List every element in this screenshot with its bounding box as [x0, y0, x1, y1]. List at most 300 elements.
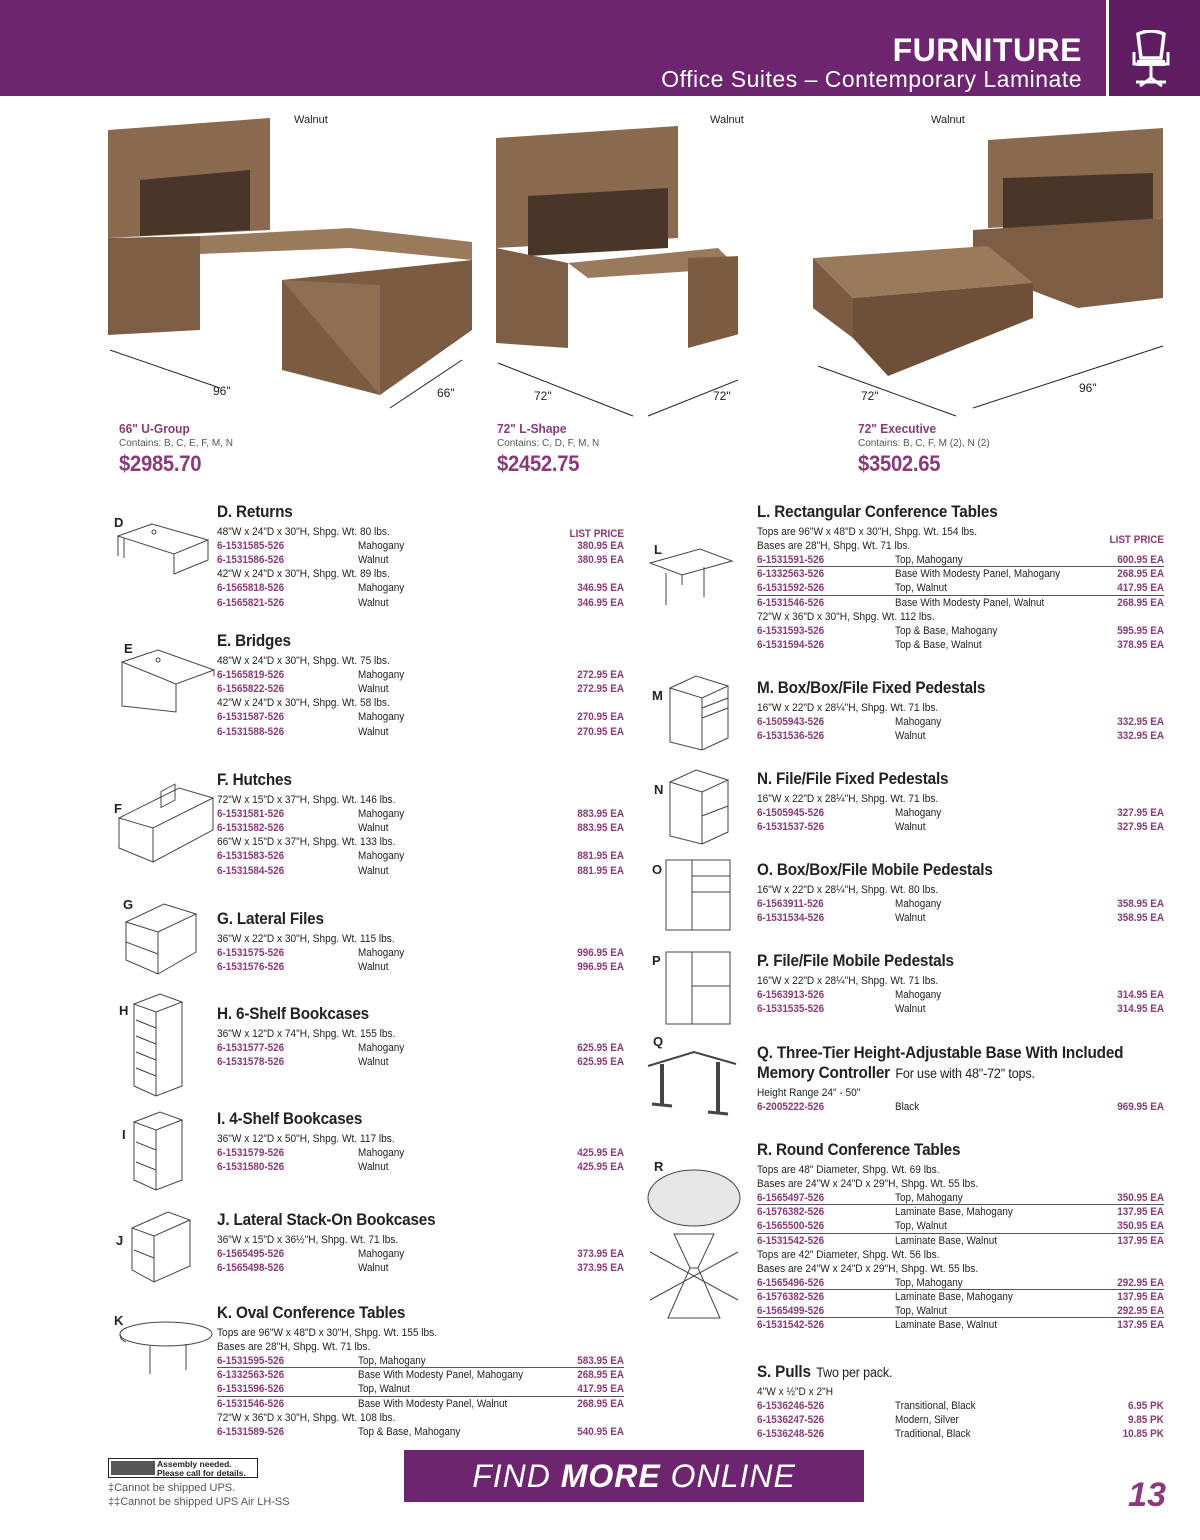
- product-row: [217, 960, 624, 974]
- product-row: [217, 1425, 624, 1439]
- sku: 6-1565822-526: [217, 683, 285, 696]
- product-description: Base With Modesty Panel, Mahogany: [358, 1369, 524, 1382]
- sku: 6-1531584-526: [217, 864, 285, 877]
- height-adjustable-base-drawing: [644, 1046, 740, 1120]
- product-row: [217, 553, 624, 567]
- list-price: 595.95 EA: [1117, 624, 1164, 637]
- suite-finish-label: Walnut: [294, 114, 328, 126]
- sku: 6-1531593-526: [757, 624, 825, 637]
- sku: 6-1531581-526: [217, 808, 285, 820]
- section-title: I. 4-Shelf Bookcases: [217, 1109, 363, 1128]
- section-title: L. Rectangular Conference Tables: [757, 502, 998, 521]
- return-drawing: [112, 518, 212, 578]
- list-price: 137.95 EA: [1117, 1319, 1164, 1332]
- hutches-section: [217, 770, 624, 878]
- product-description: Walnut: [358, 1262, 389, 1275]
- l-shape-suite-image: [488, 118, 738, 423]
- spec-line: 42"W x 24"D x 30"H, Shpg. Wt. 89 lbs.: [217, 568, 390, 581]
- screwdriver-icon: [111, 1461, 155, 1475]
- sku: 6-1565498-526: [217, 1262, 285, 1275]
- product-description: Walnut: [358, 822, 389, 835]
- sku: 6-1531591-526: [757, 554, 825, 566]
- list-price: 378.95 EA: [1117, 638, 1164, 651]
- list-price: 417.95 EA: [1117, 582, 1164, 595]
- sku: 6-1531576-526: [217, 961, 285, 974]
- product-letter: Q: [653, 1034, 664, 1049]
- product-row: [217, 710, 624, 724]
- spec-line: 72"W x 15"D x 37"H, Shpg. Wt. 146 lbs.: [217, 794, 396, 806]
- height-adjustable-base-section: [757, 1043, 1164, 1114]
- file-file-pedestal-drawing: [664, 766, 734, 846]
- sku: 6-2005222-526: [757, 1101, 825, 1113]
- product-row: [757, 638, 1164, 652]
- category-tab: [1106, 0, 1200, 96]
- product-row: [217, 1368, 624, 1382]
- sku: 6-1531546-526: [757, 596, 825, 609]
- product-description: Walnut: [358, 1161, 389, 1174]
- spec-line: Bases are 24"W x 24"D x 29"H, Shpg. Wt. 55 lbs.: [757, 1178, 979, 1190]
- sku: 6-1565495-526: [217, 1248, 285, 1260]
- list-price-label: LIST PRICE: [1109, 534, 1164, 546]
- office-chair-icon: [1130, 30, 1172, 90]
- sku: 6-1531589-526: [217, 1425, 285, 1438]
- section-title: G. Lateral Files: [217, 909, 324, 928]
- sku: 6-1563911-526: [757, 898, 824, 910]
- file-file-fixed-pedestals-section: [757, 769, 1164, 834]
- sku: 6-1531534-526: [757, 912, 825, 925]
- list-price: 270.95 EA: [577, 725, 624, 738]
- product-description: Base With Modesty Panel, Walnut: [895, 596, 1045, 609]
- page-header: [0, 0, 1200, 96]
- product-row: [757, 1219, 1164, 1233]
- sku: 6-1531579-526: [217, 1147, 285, 1159]
- dimension-label: 96": [213, 384, 231, 398]
- sku: 6-1563913-526: [757, 989, 825, 1001]
- product-letter: K: [114, 1313, 124, 1328]
- product-letter: P: [652, 953, 661, 968]
- product-description: Mahogany: [358, 850, 405, 863]
- product-description: Walnut: [358, 864, 389, 877]
- product-row: [757, 1399, 1164, 1413]
- suite-name: 72" L-Shape: [497, 421, 567, 436]
- section-title: S. Pulls Two per pack.: [757, 1362, 893, 1381]
- list-price: 6.95 PK: [1128, 1400, 1164, 1412]
- list-price: 137.95 EA: [1117, 1234, 1164, 1247]
- sku: 6-1531585-526: [217, 540, 285, 552]
- spec-line: 66"W x 15"D x 37"H, Shpg. Wt. 133 lbs.: [217, 836, 396, 849]
- product-description: Mahogany: [358, 1248, 405, 1260]
- list-price: 625.95 EA: [577, 1042, 624, 1054]
- list-price: 292.95 EA: [1117, 1276, 1164, 1289]
- product-description: Laminate Base, Mahogany: [895, 1206, 1013, 1219]
- list-price: 314.95 EA: [1117, 1003, 1164, 1016]
- list-price: 625.95 EA: [577, 1056, 624, 1069]
- product-letter: E: [124, 641, 133, 656]
- oval-table-drawing: [116, 1314, 216, 1380]
- product-row: [217, 1261, 624, 1275]
- shipping-note: ‡‡Cannot be shipped UPS Air LH-SS: [108, 1496, 290, 1508]
- product-letter: H: [119, 1003, 129, 1018]
- sku: 6-1531577-526: [217, 1042, 285, 1054]
- list-price: 358.95 EA: [1117, 912, 1164, 925]
- list-price: 881.95 EA: [577, 850, 624, 863]
- list-price: 268.95 EA: [1117, 568, 1164, 581]
- list-price: 268.95 EA: [1117, 596, 1164, 609]
- product-letter: I: [122, 1127, 126, 1142]
- section-title: J. Lateral Stack-On Bookcases: [217, 1210, 436, 1229]
- sku: 6-1531535-526: [757, 1003, 825, 1016]
- product-row: [217, 1247, 624, 1261]
- list-price: 425.95 EA: [577, 1147, 624, 1159]
- list-price: 137.95 EA: [1117, 1206, 1164, 1219]
- product-description: Top, Mahogany: [895, 1276, 963, 1289]
- product-row: [757, 897, 1164, 911]
- page-subtitle: Office Suites – Contemporary Laminate: [661, 66, 1082, 92]
- product-row: [217, 596, 624, 610]
- product-row: [757, 1304, 1164, 1318]
- suite-price: $2985.70: [119, 451, 202, 476]
- sku: 6-1565819-526: [217, 669, 285, 681]
- product-description: Black: [895, 1101, 920, 1113]
- pulls-section: [757, 1362, 1164, 1442]
- product-letter: O: [652, 862, 663, 877]
- product-letter: R: [654, 1159, 664, 1174]
- product-description: Walnut: [895, 730, 926, 743]
- spec-line: 72"W x 36"D x 30"H, Shpg. Wt. 112 lbs.: [757, 610, 935, 623]
- section-title: F. Hutches: [217, 770, 292, 789]
- product-row: [217, 581, 624, 595]
- list-price: 996.95 EA: [577, 947, 624, 959]
- product-row: [757, 567, 1164, 581]
- product-description: Laminate Base, Walnut: [895, 1319, 997, 1332]
- product-row: [757, 1234, 1164, 1248]
- sku: 6-1565818-526: [217, 582, 285, 595]
- suite-price: $2452.75: [497, 451, 580, 476]
- section-note: For use with 48"-72" tops.: [895, 1065, 1035, 1081]
- product-description: Mahogany: [358, 540, 405, 552]
- spec-line: Tops are 42" Diameter, Shpg. Wt. 56 lbs.: [757, 1248, 940, 1261]
- spec-line: 16"W x 22"D x 28¼"H, Shpg. Wt. 71 lbs.: [757, 975, 939, 987]
- sku: 6-1536247-526: [757, 1414, 825, 1427]
- list-price: 600.95 EA: [1117, 554, 1164, 566]
- section-title: E. Bridges: [217, 631, 291, 650]
- suite-price: $3502.65: [858, 451, 941, 476]
- lateral-file-drawing: [118, 898, 200, 978]
- product-row: [757, 1427, 1164, 1441]
- product-description: Modern, Silver: [895, 1414, 959, 1427]
- sku: 6-1531592-526: [757, 582, 825, 595]
- sku: 6-1531583-526: [217, 850, 285, 863]
- product-description: Walnut: [358, 725, 389, 738]
- spec-line: 36"W x 22"D x 30"H, Shpg. Wt. 115 lbs.: [217, 933, 395, 945]
- mobile-file-file-pedestal-drawing: [662, 948, 734, 1030]
- sku: 6-1576382-526: [757, 1290, 825, 1303]
- product-description: Top & Base, Mahogany: [358, 1425, 461, 1438]
- sku: 6-1531596-526: [217, 1383, 285, 1396]
- list-price: 883.95 EA: [577, 822, 624, 835]
- sku: 6-1531595-526: [217, 1355, 285, 1367]
- list-price: 350.95 EA: [1117, 1220, 1164, 1233]
- product-row: [217, 1160, 624, 1174]
- list-price: 292.95 EA: [1117, 1305, 1164, 1318]
- product-description: Walnut: [358, 961, 389, 974]
- product-row: [217, 1382, 624, 1396]
- product-description: Mahogany: [358, 808, 405, 820]
- suite-contains: Contains: B, C, E, F, M, N: [119, 438, 233, 449]
- file-file-mobile-pedestals-section: [757, 951, 1164, 1016]
- sku: 6-1565496-526: [757, 1276, 825, 1289]
- product-letter: J: [116, 1233, 124, 1248]
- section-title: Memory Controller For use with 48"-72" tops.: [757, 1063, 1035, 1082]
- product-row: [757, 596, 1164, 610]
- hutch-drawing: [115, 782, 215, 868]
- spec-line: 42"W x 24"D x 30"H, Shpg. Wt. 58 lbs.: [217, 697, 390, 710]
- spec-line: 48"W x 24"D x 30"H, Shpg. Wt. 75 lbs.: [217, 655, 390, 667]
- oval-tables-section: [217, 1303, 624, 1439]
- sku: 6-1531546-526: [217, 1397, 285, 1410]
- product-description: Top & Base, Mahogany: [895, 624, 998, 637]
- sku: 6-1565497-526: [757, 1192, 825, 1204]
- sku: 6-1531575-526: [217, 947, 285, 959]
- list-price: 332.95 EA: [1117, 730, 1164, 743]
- list-price: 583.95 EA: [577, 1355, 624, 1367]
- sku: 6-1565500-526: [757, 1220, 825, 1233]
- list-price: 346.95 EA: [577, 582, 624, 595]
- product-row: [757, 729, 1164, 743]
- product-description: Walnut: [895, 912, 926, 925]
- spec-line: 36"W x 12"D x 74"H, Shpg. Wt. 155 lbs.: [217, 1028, 396, 1040]
- list-price: 350.95 EA: [1117, 1192, 1164, 1204]
- sku: 6-1531578-526: [217, 1056, 285, 1069]
- box-box-file-pedestal-drawing: [664, 672, 734, 752]
- list-price: 272.95 EA: [577, 669, 624, 681]
- list-price: 881.95 EA: [577, 864, 624, 877]
- product-description: Base With Modesty Panel, Walnut: [358, 1397, 508, 1410]
- sku: 6-1576382-526: [757, 1206, 825, 1219]
- product-letter: G: [123, 897, 134, 912]
- dimension-label: 72": [713, 389, 731, 403]
- spec-line: 36"W x 15"D x 36½"H, Shpg. Wt. 71 lbs.: [217, 1234, 399, 1246]
- product-description: Top, Mahogany: [895, 554, 963, 566]
- find-more-online-banner[interactable]: FIND MORE ONLINE: [404, 1450, 864, 1502]
- rectangular-table-drawing: [646, 545, 736, 611]
- list-price-label: LIST PRICE: [569, 528, 624, 540]
- six-shelf-bookcases-section: [217, 1004, 624, 1069]
- product-letter: D: [114, 515, 124, 530]
- section-title: Q. Three-Tier Height-Adjustable Base With Included: [757, 1043, 1124, 1062]
- product-row: [757, 1276, 1164, 1290]
- product-letter: N: [654, 782, 664, 797]
- suite-name: 72" Executive: [858, 421, 937, 436]
- stack-on-bookcase-drawing: [128, 1208, 194, 1288]
- product-row: [757, 715, 1164, 729]
- list-price: 969.95 EA: [1117, 1101, 1164, 1113]
- product-row: [757, 806, 1164, 820]
- product-row: [217, 821, 624, 835]
- sku: 6-1536246-526: [757, 1400, 825, 1412]
- product-description: Top, Walnut: [895, 1220, 947, 1233]
- suite-finish-label: Walnut: [931, 114, 965, 126]
- list-price: 10.85 PK: [1122, 1428, 1164, 1441]
- spec-line: Bases are 28"H, Shpg. Wt. 71 lbs.: [217, 1341, 371, 1353]
- suite-finish-label: Walnut: [710, 114, 744, 126]
- product-row: [757, 1191, 1164, 1205]
- product-row: [217, 946, 624, 960]
- assembly-line: Please call for details.: [157, 1468, 246, 1478]
- section-title: H. 6-Shelf Bookcases: [217, 1004, 370, 1023]
- lateral-files-section: [217, 909, 624, 974]
- product-description: Walnut: [358, 683, 389, 696]
- list-price: 380.95 EA: [577, 554, 624, 567]
- box-box-file-mobile-pedestals-section: [757, 860, 1164, 925]
- section-title: M. Box/Box/File Fixed Pedestals: [757, 678, 986, 697]
- four-shelf-bookcase-drawing: [130, 1108, 186, 1194]
- list-price: 137.95 EA: [1117, 1290, 1164, 1303]
- product-row: [757, 911, 1164, 925]
- spec-line: 16"W x 22"D x 28¼"H, Shpg. Wt. 71 lbs.: [757, 793, 939, 805]
- product-description: Walnut: [358, 554, 389, 567]
- four-shelf-bookcases-section: [217, 1109, 624, 1174]
- list-price: 314.95 EA: [1117, 989, 1164, 1001]
- list-price: 268.95 EA: [577, 1369, 624, 1382]
- product-row: [217, 1055, 624, 1069]
- product-row: [757, 820, 1164, 834]
- product-row: [757, 1100, 1164, 1114]
- suite-name: 66" U-Group: [119, 421, 190, 436]
- section-title: N. File/File Fixed Pedestals: [757, 769, 949, 788]
- spec-line: 72"W x 36"D x 30"H, Shpg. Wt. 108 lbs.: [217, 1411, 396, 1424]
- product-description: Mahogany: [358, 947, 405, 959]
- suite-l-shape: [497, 421, 599, 477]
- product-row: [217, 1354, 624, 1368]
- product-row: [757, 553, 1164, 567]
- product-letter: L: [654, 542, 662, 557]
- round-tables-section: [757, 1140, 1164, 1333]
- sku: 6-1531594-526: [757, 638, 825, 651]
- product-description: Walnut: [895, 1003, 926, 1016]
- spec-line: 36"W x 12"D x 50"H, Shpg. Wt. 117 lbs.: [217, 1133, 395, 1145]
- list-price: 9.85 PK: [1128, 1414, 1164, 1427]
- suite-contains: Contains: C, D, F, M, N: [497, 438, 600, 449]
- sku: 6-1531542-526: [757, 1319, 825, 1332]
- product-description: Transitional, Black: [895, 1400, 976, 1412]
- list-price: 270.95 EA: [577, 711, 624, 724]
- list-price: 327.95 EA: [1117, 807, 1164, 819]
- section-title: O. Box/Box/File Mobile Pedestals: [757, 860, 993, 879]
- product-description: Mahogany: [895, 716, 942, 728]
- list-price: 358.95 EA: [1117, 898, 1164, 910]
- assembly-notice: [108, 1458, 258, 1478]
- product-row: [757, 624, 1164, 638]
- suite-contains: Contains: B, C, F, M (2), N (2): [858, 438, 990, 449]
- product-description: Traditional, Black: [895, 1428, 971, 1441]
- box-box-file-fixed-pedestals-section: [757, 678, 1164, 743]
- page-number: 13: [1128, 1476, 1166, 1514]
- product-description: Top, Mahogany: [895, 1192, 963, 1204]
- product-row: [217, 539, 624, 553]
- product-row: [757, 1318, 1164, 1332]
- product-row: [217, 1146, 624, 1160]
- product-row: [757, 1002, 1164, 1016]
- shipping-note: ‡Cannot be shipped UPS.: [108, 1482, 236, 1494]
- sku: 6-1531580-526: [217, 1161, 285, 1174]
- product-row: [217, 864, 624, 878]
- dimension-label: 96": [1079, 381, 1097, 395]
- spec-line: Tops are 48" Diameter, Shpg. Wt. 69 lbs.: [757, 1164, 940, 1176]
- product-row: [217, 668, 624, 682]
- section-title: K. Oval Conference Tables: [217, 1303, 406, 1322]
- list-price: 327.95 EA: [1117, 821, 1164, 834]
- product-row: [757, 1413, 1164, 1427]
- list-price: 380.95 EA: [577, 540, 624, 552]
- product-row: [217, 849, 624, 863]
- sku: 6-1531537-526: [757, 821, 825, 834]
- sku: 6-1531536-526: [757, 730, 825, 743]
- dimension-label: 72": [534, 389, 552, 403]
- product-description: Mahogany: [895, 898, 942, 910]
- product-description: Mahogany: [358, 711, 405, 724]
- product-description: Top, Walnut: [895, 1305, 947, 1318]
- six-shelf-bookcase-drawing: [130, 990, 186, 1100]
- product-description: Top & Base, Walnut: [895, 638, 982, 651]
- rectangular-tables-section: [757, 502, 1164, 652]
- product-description: Top, Walnut: [895, 582, 947, 595]
- product-description: Top, Mahogany: [358, 1355, 426, 1367]
- executive-suite-image: [808, 118, 1168, 423]
- mobile-box-box-file-pedestal-drawing: [662, 856, 734, 936]
- sku: 6-1531587-526: [217, 711, 285, 724]
- product-description: Walnut: [358, 1056, 389, 1069]
- sku: 6-1531588-526: [217, 725, 285, 738]
- product-row: [757, 988, 1164, 1002]
- sku: 6-1332563-526: [757, 568, 825, 581]
- returns-section: [217, 502, 624, 610]
- product-description: Laminate Base, Mahogany: [895, 1290, 1013, 1303]
- dimension-label: 72": [861, 389, 879, 403]
- assembly-line: Assembly needed.: [157, 1459, 232, 1469]
- bridge-drawing: [118, 646, 218, 716]
- section-title: D. Returns: [217, 502, 293, 521]
- product-row: [757, 1290, 1164, 1304]
- product-row: [757, 1205, 1164, 1219]
- product-row: [217, 807, 624, 821]
- spec-line: Bases are 24"W x 24"D x 29"H, Shpg. Wt. 55 lbs.: [757, 1262, 979, 1275]
- sku: 6-1536248-526: [757, 1428, 825, 1441]
- sku: 6-1531582-526: [217, 822, 285, 835]
- spec-line: Height Range 24" - 50": [757, 1087, 861, 1099]
- stack-on-bookcases-section: [217, 1210, 624, 1275]
- list-price: 373.95 EA: [577, 1262, 624, 1275]
- spec-line: 16"W x 22"D x 28¼"H, Shpg. Wt. 80 lbs.: [757, 884, 939, 896]
- list-price: 883.95 EA: [577, 808, 624, 820]
- section-title: P. File/File Mobile Pedestals: [757, 951, 954, 970]
- sku: 6-1505943-526: [757, 716, 825, 728]
- spec-line: Bases are 28"H, Shpg. Wt. 71 lbs.: [757, 540, 911, 552]
- dimension-label: 66": [437, 386, 455, 400]
- product-description: Mahogany: [895, 989, 942, 1001]
- list-price: 417.95 EA: [577, 1383, 624, 1396]
- spec-line: 48"W x 24"D x 30"H, Shpg. Wt. 80 lbs.: [217, 526, 390, 538]
- section-title: R. Round Conference Tables: [757, 1140, 961, 1159]
- product-description: Mahogany: [358, 1042, 405, 1054]
- list-price: 268.95 EA: [577, 1397, 624, 1410]
- product-description: Top, Walnut: [358, 1383, 410, 1396]
- product-description: Mahogany: [358, 669, 405, 681]
- product-row: [757, 581, 1164, 595]
- product-description: Walnut: [358, 596, 389, 609]
- bridges-section: [217, 631, 624, 739]
- sku: 6-1531586-526: [217, 554, 285, 567]
